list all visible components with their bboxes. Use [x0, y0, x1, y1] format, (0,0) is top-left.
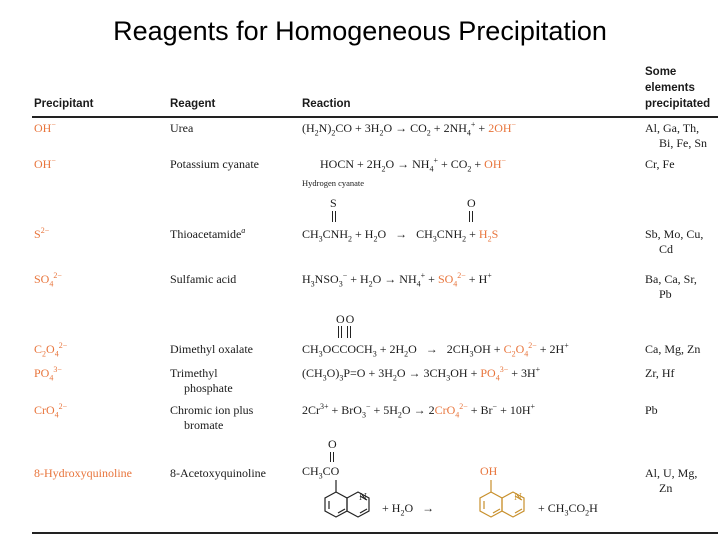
row1-elements-b: Bi, Fe, Sn	[659, 136, 708, 150]
n-label-left: N	[359, 491, 367, 503]
row8-acetic-acid: + $CH_3CO_2H$	[538, 501, 598, 518]
row4-precipitant: $SO_4^{2-}$	[34, 271, 62, 289]
header-precipitant: Precipitant	[34, 98, 94, 110]
row3-reagent: Thioacetamide$^a$	[170, 226, 246, 241]
row8-precipitant: 8-Hydroxyquinoline	[34, 466, 132, 480]
header-elements-2: elements	[645, 82, 695, 94]
row3-elements-b: Cd	[659, 242, 674, 256]
row6-reagent-b: phosphate	[184, 381, 233, 395]
row3-o-label: O	[467, 196, 476, 210]
row6-precipitant: $PO_4^{3-}$	[34, 365, 62, 383]
row5-elements: Ca, Mg, Zn	[645, 342, 701, 356]
row6-elements: Zr, Hf	[645, 366, 675, 380]
row1-reaction: $(H_2N)_2CO + 3H_2O \to CO_2 + 2NH_4^+ + 2OH^-$	[302, 120, 517, 138]
row4-elements-a: Ba, Ca, Sr,	[645, 272, 697, 286]
row8-plus-water: + $H_2O$ →	[382, 501, 435, 518]
row5-precipitant: $C_2O_4^{2-}$	[34, 341, 68, 359]
row2-note: Hydrogen cyanate	[302, 178, 365, 188]
row8-elements-b: Zn	[659, 481, 673, 495]
row6-reagent-a: Trimethyl	[170, 366, 218, 380]
slide-title: Reagents for Homogeneous Precipitation	[113, 16, 607, 46]
row8-o-label: O	[328, 437, 337, 451]
row8-elements-a: Al, U, Mg,	[645, 466, 698, 480]
row8-reagent: 8-Acetoxyquinoline	[170, 466, 266, 480]
precipitation-table	[32, 60, 718, 536]
row2-elements: Cr, Fe	[645, 157, 675, 171]
row3-precipitant: $S^{2-}$	[34, 226, 50, 241]
row4-elements-b: Pb	[659, 287, 672, 301]
row4-reaction: $H_3NSO_3^- + H_2O \to NH_4^+ + SO_4^{2-} + H^+$	[302, 271, 492, 289]
row5-reaction: $CH_3OCCOCH_3 + 2H_2O \to 2CH_3OH + C_2O_4^{2-} + 2H^+$	[302, 341, 569, 359]
row1-elements-a: Al, Ga, Th,	[645, 121, 700, 135]
row5-reagent: Dimethyl oxalate	[170, 342, 253, 356]
row7-reagent-b: bromate	[184, 418, 224, 432]
row8-oh-label: OH	[480, 464, 498, 478]
row6-reaction: $(CH_3O)_3P=O + 3H_2O \to 3CH_3OH + PO_4^{3-} + 3H^+$	[302, 365, 541, 383]
header-elements-3: precipitated	[645, 98, 711, 110]
row7-reaction: $2Cr^{3+} + BrO_3^- + 5H_2O \to 2CrO_4^{2-} + Br^- + 10H^+$	[302, 402, 536, 420]
row2-reagent: Potassium cyanate	[170, 157, 259, 171]
header-reagent: Reagent	[170, 98, 216, 110]
row8-acetyl: $CH_3CO$	[302, 464, 340, 481]
row1-precipitant: OH−	[34, 120, 56, 135]
row2-precipitant: OH−	[34, 156, 56, 171]
quinoline-structures	[32, 60, 718, 536]
row1-reagent: Urea	[170, 121, 194, 135]
table-bottom-rule	[32, 532, 718, 534]
header-elements-1: Some	[645, 66, 677, 78]
row7-elements: Pb	[645, 403, 658, 417]
row2-reaction: HOCN + $2H_2O \to NH_4^+ + CO_2 + OH^-$	[320, 156, 507, 174]
row7-precipitant: CrO$_4^{2-}$	[34, 402, 68, 420]
row3-elements-a: Sb, Mo, Cu,	[645, 227, 704, 241]
row4-reagent: Sulfamic acid	[170, 272, 237, 286]
row5-oo-label: OO	[336, 312, 356, 326]
row3-reaction: $CH_3CNH_2 + H_2O \to CH_3CNH_2 + H_2S$	[302, 227, 499, 244]
row3-s-label: S	[330, 196, 337, 210]
row7-reagent-a: Chromic ion plus	[170, 403, 254, 417]
header-reaction: Reaction	[302, 98, 351, 110]
n-label-right: N	[514, 491, 522, 503]
